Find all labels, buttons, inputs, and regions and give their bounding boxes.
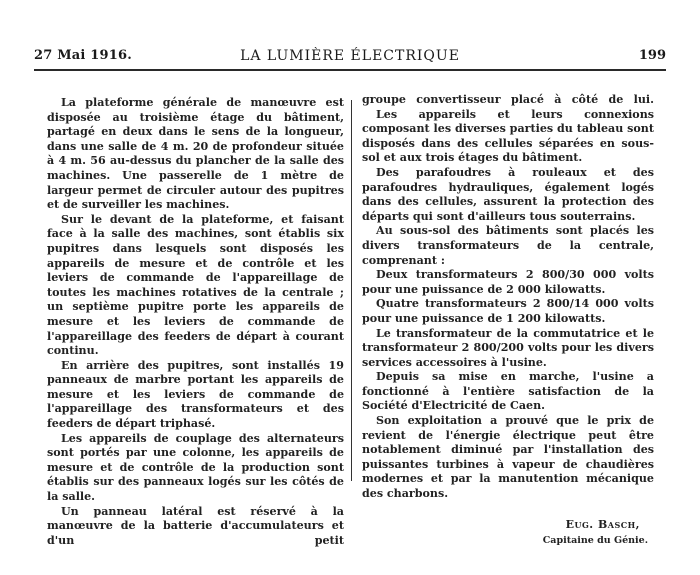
paragraph: La plateforme générale de manœuvre est disposée au troisième étage du bâtiment, partagé en deux dans le sens de la longueur, dans une salle de 4 m. 20 de profondeur située à 4 m. 56 au-dessus du plancher de la salle des machines. Une passerelle de 1 mètre de largeur permet de circuler autour des pupitres et de surveiller les machines.: [47, 96, 344, 212]
column-divider: [351, 100, 352, 481]
author-name: Eug. Basch,: [565, 517, 640, 531]
paragraph: Depuis sa mise en marche, l'usine a fonctionné à l'entière satisfaction de la Société d'Electricité de Caen.: [362, 370, 654, 413]
page-number: 199: [638, 48, 666, 63]
paragraph: Au sous-sol des bâtiments sont placés les divers transformateurs de la centrale, comprenant :: [362, 224, 654, 267]
right-column: [362, 93, 654, 549]
paragraph: En arrière des pupitres, sont installés 19 panneaux de marbre portant les appareils de mesure et les leviers de commande de l'appareillage des transformateurs et des feeders de départ triphasé.: [47, 358, 344, 431]
left-column: [47, 96, 344, 548]
paragraph: Deux transformateurs 2 800/30 000 volts pour une puissance de 2 000 kilowatts.: [362, 268, 654, 296]
paragraph: Son exploitation a prouvé que le prix de revient de l'énergie électrique peut être notablement diminué par l'installation des puissantes turbines à vapeur de chaudières modernes et par la manutention mécanique des charbons.: [362, 414, 654, 501]
paragraph: Quatre transformateurs 2 800/14 000 volts pour une puissance de 1 200 kilowatts.: [362, 297, 654, 325]
paragraph: Les appareils et leurs connexions composant les diverses parties du tableau sont disposés dans des cellules séparées en sous-sol et aux trois étages du bâtiment.: [362, 107, 654, 165]
signature-block: [362, 518, 654, 549]
header-rule: [34, 69, 666, 71]
paragraph: Un panneau latéral est réservé à la manœuvre de la batterie d'accumulateurs et d'un petit: [47, 504, 344, 547]
author-title: Capitaine du Génie.: [542, 535, 648, 547]
paragraph: Sur le devant de la plateforme, et faisant face à la salle des machines, sont établis six pupitres dans lesquels sont disposés les appareils de mesure et de contrôle et les leviers de commande de l'appareillage de toutes les machines rotatives de la centrale ; un septième pupitre porte les appareils de mesure et les leviers de commande de l'appareillage des feeders de départ à courant continu.: [47, 212, 344, 358]
issue-date: 27 Mai 1916.: [34, 48, 133, 63]
paragraph: Les appareils de couplage des alternateurs sont portés par une colonne, les appareils de mesure et de contrôle de la production sont établis sur des panneaux logés sur les côtés de la salle.: [47, 431, 344, 504]
paragraph: Le transformateur de la commutatrice et le transformateur 2 800/200 volts pour les divers services accessoires à l'usine.: [362, 326, 654, 369]
journal-title: LA LUMIÈRE ÉLECTRIQUE: [240, 48, 460, 64]
paragraph-continuation: groupe convertisseur placé à côté de lui.: [362, 93, 654, 106]
paragraph: Des parafoudres à rouleaux et des parafoudres hydrauliques, également logés dans des cellules, assurent la protection des départs qui sont d'ailleurs tous souterrains.: [362, 165, 654, 223]
running-header: [34, 48, 666, 68]
